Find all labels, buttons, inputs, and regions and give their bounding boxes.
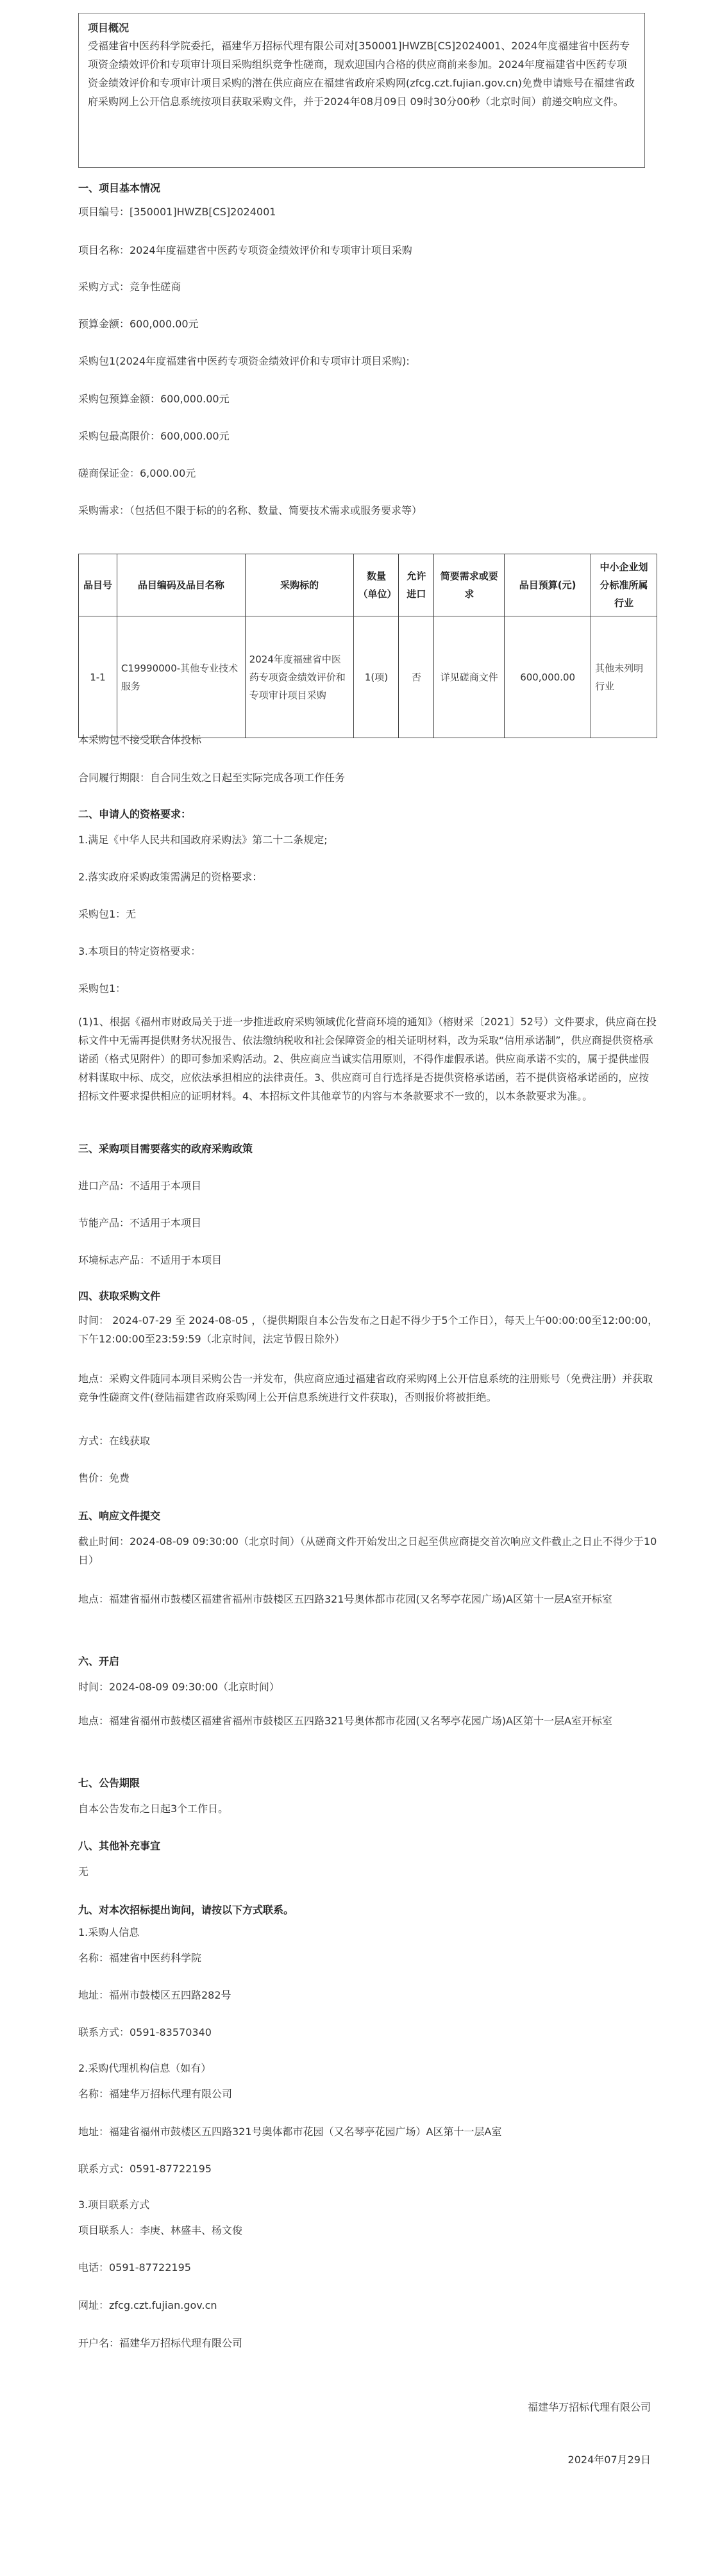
section-8-title: 八、其他补充事宜 [78, 1840, 161, 1852]
cell-budget: 600,000.00 [505, 616, 591, 738]
section-5-title: 五、响应文件提交 [78, 1510, 161, 1522]
section-2-title: 二、申请人的资格要求： [78, 808, 192, 820]
cell-import: 否 [399, 616, 434, 738]
section-7-title: 七、公告期限 [78, 1777, 140, 1789]
policy-energy: 节能产品：不适用于本项目 [78, 1217, 202, 1229]
opening-place: 地点：福建省福州市鼓楼区福建省福州市鼓楼区五四路321号奥体都市花园(又名琴亭花园广场)A区第十一层A室开标室 [78, 1715, 612, 1727]
acquire-time: 时间： 2024-07-29 至 2024-08-05 ，（提供期限自本公告发布之日起不得少于5个工作日），每天上午00:00:00至12:00:00，下午12:00:00至23:59:59（北京时间，法定节假日除外） [78, 1314, 658, 1345]
contract-period: 合同履行期限：自合同生效之日起至实际完成各项工作任务 [78, 772, 346, 784]
other-matters: 无 [78, 1865, 89, 1878]
col-industry: 中小企业划分标准所属行业 [591, 554, 657, 616]
contact-people: 项目联系人：李庚、林盛丰、杨文俊 [78, 2224, 243, 2236]
policy-environment: 环境标志产品：不适用于本项目 [78, 1254, 222, 1266]
project-summary-box [78, 13, 645, 168]
deposit: 磋商保证金：6,000.00元 [78, 467, 196, 479]
table-row [79, 616, 657, 738]
qualification-2-package: 采购包1：无 [78, 908, 137, 920]
section-9-title: 九、对本次招标提出询问，请按以下方式联系。 [78, 1904, 294, 1916]
summary-title: 项目概况 [88, 22, 130, 34]
buyer-contact: 联系方式：0591-83570340 [78, 2026, 212, 2038]
cell-requirements: 详见磋商文件 [434, 616, 505, 738]
procurement-method: 采购方式：竞争性磋商 [78, 281, 181, 293]
col-quantity: 数量（单位） [354, 554, 399, 616]
package-max-price: 采购包最高限价：600,000.00元 [78, 430, 230, 442]
cell-item-no: 1-1 [79, 616, 117, 738]
cell-industry: 其他未列明行业 [591, 616, 657, 738]
col-item-no: 品目号 [79, 554, 117, 616]
contact-phone: 电话：0591-87722195 [78, 2261, 191, 2274]
project-name: 项目名称：2024年度福建省中医药专项资金绩效评价和专项审计项目采购 [78, 244, 412, 256]
acquire-mode: 方式：在线获取 [78, 1435, 151, 1447]
website[interactable]: 网址：zfcg.czt.fujian.gov.cn [78, 2299, 217, 2311]
section-6-title: 六、开启 [78, 1655, 120, 1667]
col-requirements: 简要需求或要求 [434, 554, 505, 616]
acquire-place: 地点：采购文件随同本项目采购公告一并发布，供应商应通过福建省政府采购网上公开信息系统的注册账号（免费注册）并获取竞争性磋商文件(登陆福建省政府采购网上公开信息系统进行文件获取)，否则报价将被拒绝。 [78, 1373, 653, 1403]
submission-deadline: 截止时间：2024-08-09 09:30:00（北京时间）（从磋商文件开始发出之日起至供应商提交首次响应文件截止之日止不得少于10日） [78, 1535, 657, 1566]
opening-time: 时间：2024-08-09 09:30:00（北京时间） [78, 1681, 280, 1693]
qualification-1: 1.满足《中华人民共和国政府采购法》第二十二条规定; [78, 834, 328, 846]
contact-heading: 3.项目联系方式 [78, 2199, 150, 2211]
procurement-table [78, 554, 657, 738]
budget-amount: 预算金额：600,000.00元 [78, 318, 199, 330]
qualification-2: 2.落实政府采购政策需满足的资格要求： [78, 871, 263, 883]
section-4-title: 四、获取采购文件 [78, 1290, 161, 1302]
buyer-heading: 1.采购人信息 [78, 1926, 140, 1938]
cell-quantity: 1(项) [354, 616, 399, 738]
account-name: 开户名：福建华万招标代理有限公司 [78, 2337, 243, 2349]
agent-heading: 2.采购代理机构信息（如有） [78, 2062, 212, 2074]
summary-text: 受福建省中医药科学院委托，福建华万招标代理有限公司对[350001]HWZB[CS]2024001、2024年度福建省中医药专项资金绩效评价和专项审计项目采购组织竞争性磋商，现欢迎国内合格的供应商前来参加。2024年度福建省中医药专项资金绩效评价和专项审计项目采购的潜在供应商应在福建省政府采购网(zfcg.czt.fujian.gov.cn)免费申请账号在福建省政府采购网上公开信息系统按项目获取采购文件，并于2024年08月09日 09时30分00秒（北京时间）前递交响应文件。 [88, 40, 635, 108]
acquire-price: 售价：免费 [78, 1472, 130, 1484]
notice-period: 自本公告发布之日起3个工作日。 [78, 1803, 229, 1815]
agent-address: 地址：福建省福州市鼓楼区五四路321号奥体都市花园（又名琴亭花园广场）A区第十一层A室 [78, 2126, 502, 2138]
project-number: 项目编号：[350001]HWZB[CS]2024001 [78, 206, 276, 218]
col-import: 允许进口 [399, 554, 434, 616]
qualification-3: 3.本项目的特定资格要求： [78, 945, 201, 957]
package-budget: 采购包预算金额：600,000.00元 [78, 393, 230, 405]
col-target: 采购标的 [245, 554, 354, 616]
requirements-label: 采购需求：（包括但不限于标的的名称、数量、简要技术需求或服务要求等） [78, 504, 423, 516]
buyer-name: 名称：福建省中医药科学院 [78, 1952, 202, 1964]
agent-contact: 联系方式：0591-87722195 [78, 2163, 212, 2175]
footer-company: 福建华万招标代理有限公司 [527, 2401, 651, 2413]
buyer-address: 地址：福州市鼓楼区五四路282号 [78, 1989, 231, 2001]
cell-item-code: C19990000-其他专业技术服务 [117, 616, 245, 738]
policy-import: 进口产品：不适用于本项目 [78, 1180, 202, 1192]
package-title: 采购包1(2024年度福建省中医药专项资金绩效评价和专项审计项目采购): [78, 355, 410, 367]
section-1-title: 一、项目基本情况 [78, 182, 161, 194]
no-consortium-note: 本采购包不接受联合体投标 [78, 734, 202, 746]
cell-target: 2024年度福建省中医药专项资金绩效评价和专项审计项目采购 [245, 616, 354, 738]
submission-place: 地点：福建省福州市鼓楼区福建省福州市鼓楼区五四路321号奥体都市花园(又名琴亭花园广场)A区第十一层A室开标室 [78, 1593, 612, 1605]
qualification-3-package: 采购包1： [78, 982, 126, 995]
footer-date: 2024年07月29日 [567, 2454, 651, 2466]
col-budget: 品目预算(元) [505, 554, 591, 616]
table-header-row [79, 554, 657, 616]
qualification-3-text: (1)1、根据《福州市财政局关于进一步推进政府采购领域优化营商环境的通知》（榕财采〔2021〕52号）文件要求，供应商在投标文件中无需再提供财务状况报告、依法缴纳税收和社会保障资金的相关证明材料，改为采取“信用承诺制”，供应商提供资格承诺函（格式见附件）的即可参加采购活动。2、供应商应当诚实信用原则，不得作虚假承诺。供应商承诺不实的，属于提供虚假材料谋取中标、成交，应依法承担相应的法律责任。3、供应商可自行选择是否提供资格承诺函，若不提供资格承诺函的，应按招标文件要求提供相应的证明材料。4、本招标文件其他章节的内容与本条款要求不一致的，以本条款要求为准。。 [78, 1016, 657, 1102]
section-3-title: 三、采购项目需要落实的政府采购政策 [78, 1143, 253, 1155]
agent-name: 名称：福建华万招标代理有限公司 [78, 2088, 233, 2100]
col-item-code: 品目编码及品目名称 [117, 554, 245, 616]
